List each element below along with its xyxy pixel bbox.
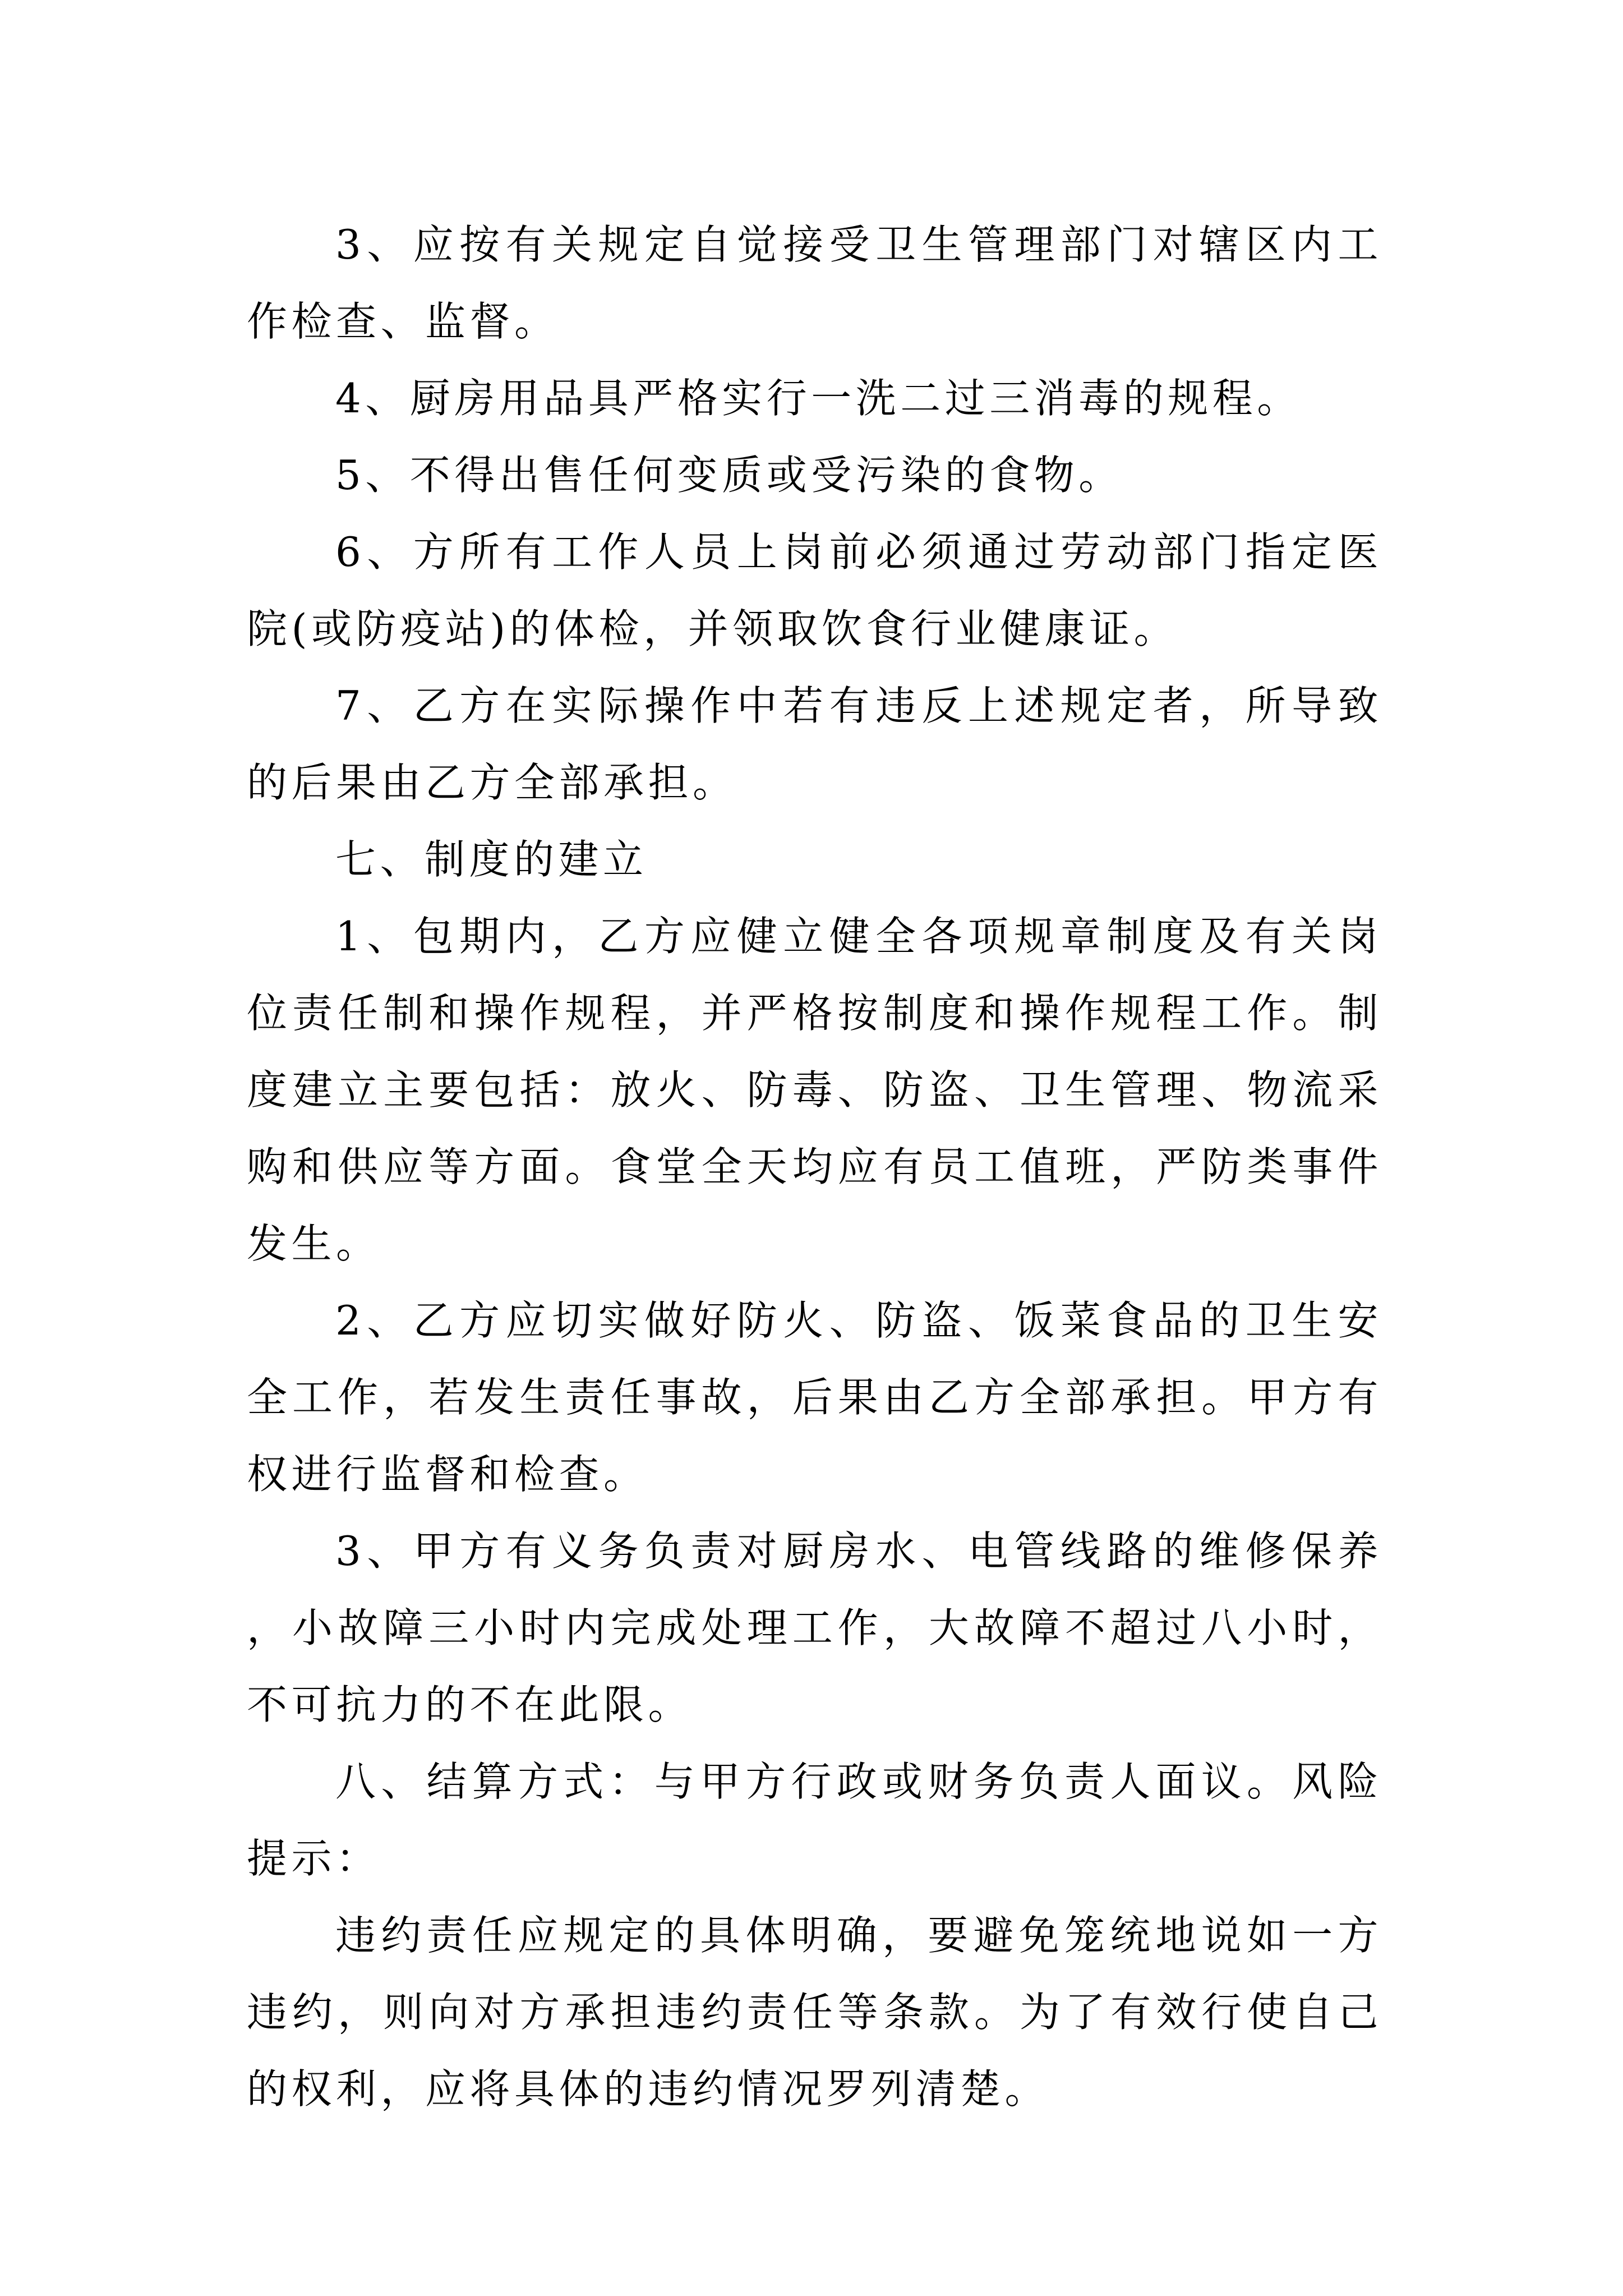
section-heading-7-rules: 七、制度的建立 [335,836,648,883]
paragraph-clause-3-inspection: 3、应按有关规定自觉接受卫生管理部门对辖区内工作检查、监督。 [247,221,1382,345]
paragraph-rules-3: 3、甲方有义务负责对厨房水、电管线路的维修保养，小故障三小时内完成处理工作，大故障不超过八小时，不可抗力的不在此限。 [247,1527,1382,1728]
paragraph-risk-notice: 违约责任应规定的具体明确，要避免笼统地说如一方违约，则向对方承担违约责任等条款。为了有效行使自己的权利，应将具体的违约情况罗列清楚。 [247,1912,1382,2113]
section-heading-8-settlement: 八、结算方式：与甲方行政或财务负责人面议。风险提示： [247,1758,1382,1882]
paragraph-clause-4-disinfection: 4、厨房用品具严格实行一洗二过三消毒的规程。 [335,375,1302,422]
paragraph-rules-2: 2、乙方应切实做好防火、防盗、饭菜食品的卫生安全工作，若发生责任事故，后果由乙方全部承担。甲方有权进行监督和检查。 [247,1297,1382,1498]
paragraph-rules-1: 1、包期内，乙方应健立健全各项规章制度及有关岗位责任制和操作规程，并严格按制度和操作规程工作。制度建立主要包括：放火、防毒、防盗、卫生管理、物流采购和供应等方面。食堂全天均应有员工值班，严防类事件发生。 [247,913,1382,1267]
paragraph-clause-7-liability: 7、乙方在实际操作中若有违反上述规定者，所导致的后果由乙方全部承担。 [247,682,1382,806]
document-body [247,206,1382,2128]
paragraph-clause-5-food-safety: 5、不得出售任何变质或受污染的食物。 [335,452,1123,499]
paragraph-clause-6-health-check: 6、方所有工作人员上岗前必须通过劳动部门指定医院(或防疫站)的体检，并领取饮食行业健康证。 [247,528,1382,652]
